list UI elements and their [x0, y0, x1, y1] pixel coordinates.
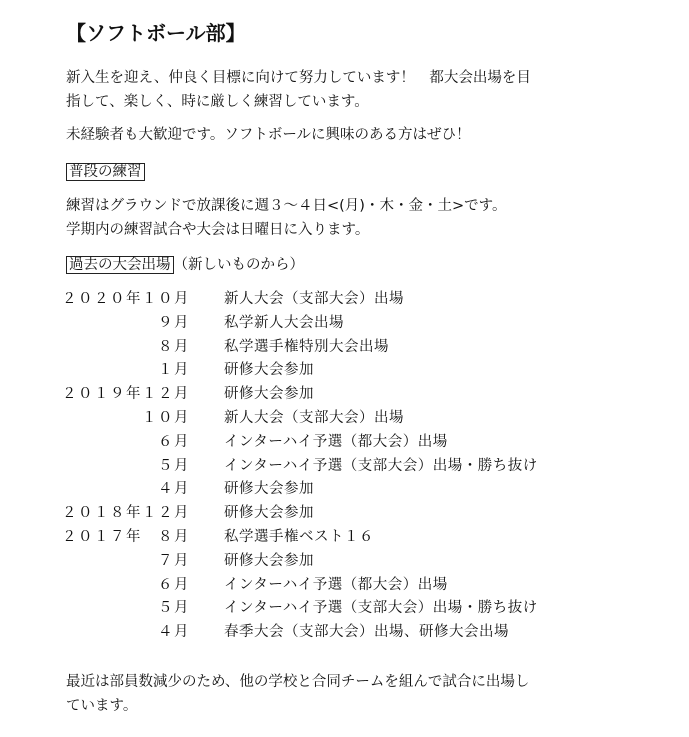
- history-row: [66, 478, 626, 502]
- history-date: １０月: [142, 409, 190, 426]
- history-row: [66, 359, 626, 383]
- history-heading: 過去の大会出場: [66, 256, 174, 274]
- history-row: [66, 550, 626, 574]
- history-date: ８月: [158, 338, 190, 355]
- practice-heading: 普段の練習: [66, 163, 145, 181]
- history-event: 私学新人大会出場: [224, 314, 344, 331]
- history-date: ２０１８年１２月: [62, 505, 190, 522]
- history-event: 研修大会参加: [224, 386, 314, 403]
- history-row: [62, 288, 626, 312]
- history-date: ６月: [158, 433, 190, 450]
- intro-line-2: 指して、楽しく、時に厳しく練習しています。: [66, 94, 369, 110]
- history-date: ４月: [158, 481, 190, 498]
- history-date: ５月: [158, 457, 190, 474]
- history-date: ２０２０年１０月: [62, 291, 190, 307]
- history-event: 春季大会（支部大会）出場、研修大会出場: [224, 624, 509, 641]
- history-row: [66, 621, 626, 645]
- history-event: 私学選手権ベスト１６: [224, 528, 374, 545]
- history-row: [66, 455, 626, 479]
- practice-heading-wrap: [66, 161, 145, 183]
- history-row: [66, 574, 626, 598]
- history-date: １月: [158, 362, 190, 379]
- history-event: 研修大会参加: [224, 505, 314, 522]
- history-date: ２０１７年 ８月: [62, 528, 190, 545]
- history-row: [66, 431, 626, 455]
- intro-line-1: 新入生を迎え、仲良く目標に向けて努力しています！ 都大会出場を目: [66, 70, 531, 86]
- history-row: [62, 526, 626, 550]
- history-event: 私学選手権特別大会出場: [224, 338, 389, 355]
- history-row: [66, 597, 626, 621]
- history-heading-note: （新しいものから）: [173, 257, 304, 273]
- history-date: ６月: [158, 576, 190, 593]
- history-row: [62, 502, 626, 526]
- history-event: 新人大会（支部大会）出場: [224, 409, 404, 426]
- history-date: ２０１９年１２月: [62, 386, 190, 403]
- page-title: 【ソフトボール部】: [66, 21, 246, 45]
- history-event: インターハイ予選（支部大会）出場・勝ち抜け: [224, 457, 538, 474]
- history-event: インターハイ予選（都大会）出場: [224, 433, 448, 450]
- history-heading-wrap: [66, 254, 304, 276]
- practice-line-1: 練習はグラウンドで放課後に週３～４日<(月)・木・金・土>です。: [66, 198, 507, 214]
- history-event: 研修大会参加: [224, 362, 314, 379]
- history-event: インターハイ予選（支部大会）出場・勝ち抜け: [224, 600, 538, 617]
- history-row: [66, 407, 626, 431]
- history-event: 研修大会参加: [224, 552, 314, 569]
- closing-line-1: 最近は部員数減少のため、他の学校と合同チームを組んで試合に出場し: [66, 674, 530, 690]
- history-row: [62, 383, 626, 407]
- history-row: [66, 336, 626, 360]
- history-row: [66, 312, 626, 336]
- history-date: ７月: [158, 552, 190, 569]
- history-date: ４月: [158, 624, 190, 641]
- intro-line-3: 未経験者も大歓迎です。ソフトボールに興味のある方はぜひ！: [66, 127, 471, 143]
- history-event: 新人大会（支部大会）出場: [224, 291, 404, 307]
- history-event: インターハイ予選（都大会）出場: [224, 576, 448, 593]
- history-event: 研修大会参加: [224, 481, 314, 498]
- closing-line-2: ています。: [66, 698, 138, 714]
- history-date: ９月: [158, 314, 190, 331]
- history-date: ５月: [158, 600, 190, 617]
- practice-line-2: 学期内の練習試合や大会は日曜日に入ります。: [66, 222, 370, 238]
- history-list: [62, 288, 626, 645]
